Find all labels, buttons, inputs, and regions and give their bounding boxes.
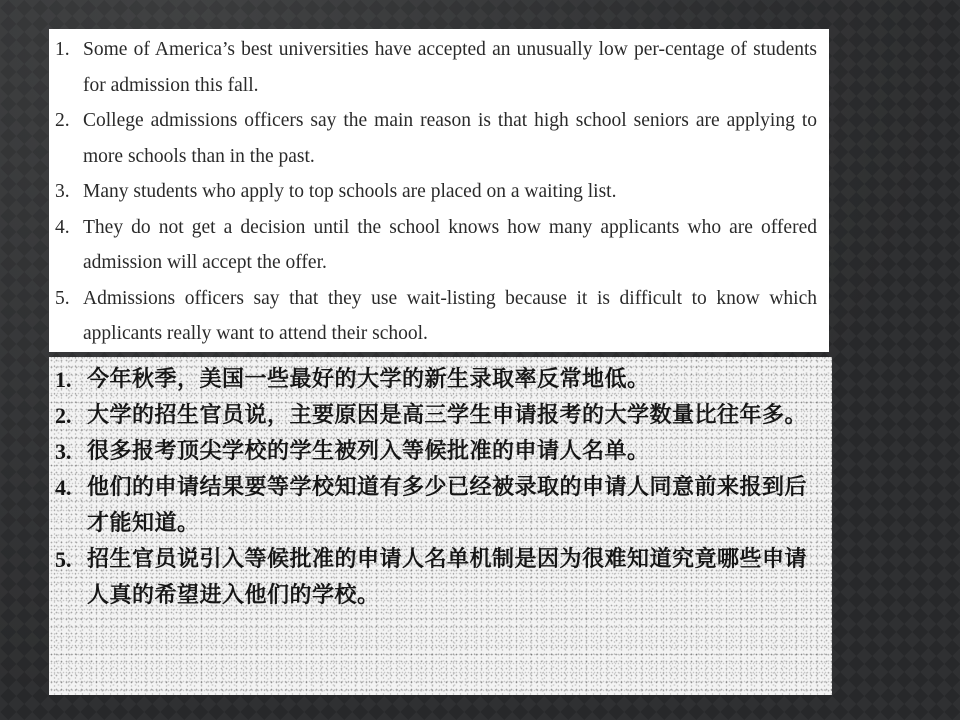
- item-number: 1.: [55, 39, 70, 60]
- chinese-translation-panel: [49, 357, 832, 695]
- item-text: 大学的招生官员说，主要原因是高三学生申请报考的大学数量比往年多。: [87, 403, 808, 428]
- english-item-1: [55, 32, 817, 103]
- item-number: 5.: [55, 547, 72, 572]
- item-number: 1.: [55, 367, 72, 392]
- item-text: 招生官员说引入等候批准的申请人名单机制是因为很难知道究竟哪些申请人真的希望进入他们的学校。: [87, 547, 808, 608]
- english-item-5: [55, 281, 817, 352]
- item-text: Admissions officers say that they use wait-listing because it is difficult to know which applicants really want to attend their school.: [83, 287, 817, 344]
- item-number: 4.: [55, 216, 70, 238]
- item-text: Many students who apply to top schools are placed on a waiting list.: [83, 181, 617, 202]
- english-text-panel: [49, 29, 829, 352]
- english-item-3: [55, 174, 817, 210]
- item-text: 很多报考顶尖学校的学生被列入等候批准的申请人名单。: [87, 439, 650, 464]
- item-text: College admissions officers say the main reason is that high school seniors are applying to more schools than in the past.: [83, 110, 817, 167]
- chinese-item-2: [55, 398, 826, 434]
- item-number: 5.: [55, 287, 70, 309]
- item-text: Some of America’s best universities have accepted an unusually low per-centage of students for admission this fall.: [83, 39, 817, 96]
- english-item-2: [55, 103, 817, 174]
- item-number: 3.: [55, 439, 72, 464]
- item-number: 4.: [55, 475, 72, 500]
- english-item-4: [55, 210, 817, 281]
- chinese-item-1: [55, 362, 826, 398]
- chinese-item-4: [55, 470, 826, 542]
- item-number: 2.: [55, 110, 70, 131]
- item-text: 他们的申请结果要等学校知道有多少已经被录取的申请人同意前来报到后才能知道。: [87, 475, 808, 536]
- chinese-item-3: [55, 434, 826, 470]
- chinese-item-5: [55, 542, 826, 614]
- item-text: 今年秋季，美国一些最好的大学的新生录取率反常地低。: [87, 367, 650, 392]
- item-number: 3.: [55, 181, 70, 202]
- item-text: They do not get a decision until the school knows how many applicants who are offered admission will accept the offer.: [83, 216, 817, 273]
- item-number: 2.: [55, 403, 72, 428]
